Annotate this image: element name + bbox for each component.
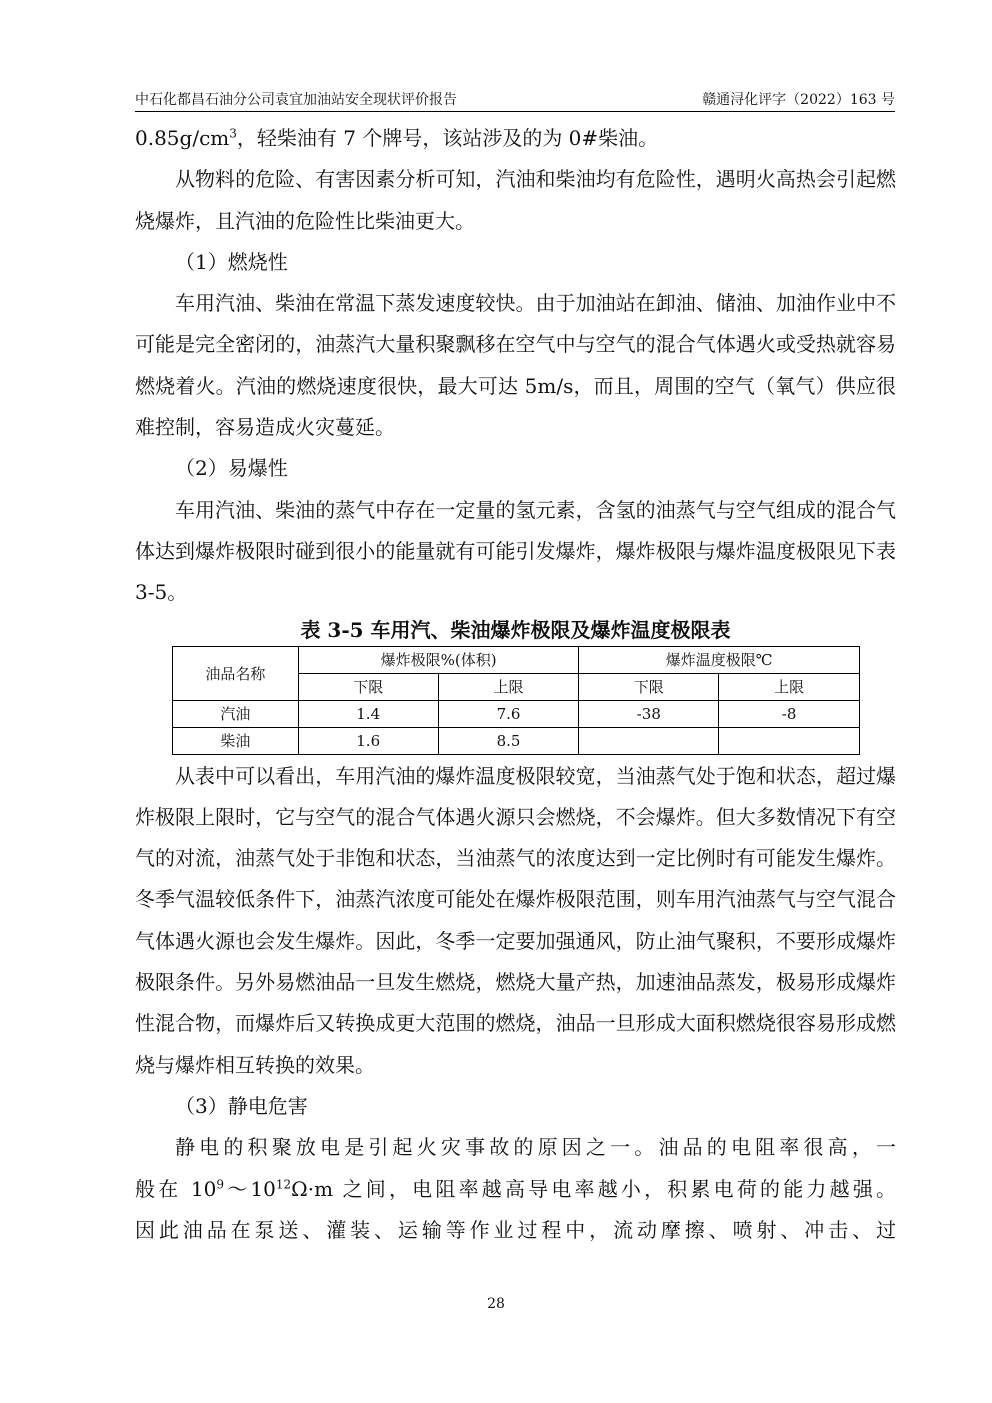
page-body <box>135 118 896 1251</box>
table-cell: 1.4 <box>298 700 438 727</box>
header-doc-number: 赣通浔化评字（2022）163 号 <box>702 92 895 108</box>
header-title: 中石化都昌石油分公司袁宜加油站安全现状评价报告 <box>135 92 457 108</box>
table-header-explosion-limit: 爆炸极限%(体积) <box>298 646 579 673</box>
table-cell: -38 <box>579 700 719 727</box>
table-cell <box>579 727 719 754</box>
page-header <box>135 87 895 112</box>
table-cell: 柴油 <box>173 727 299 754</box>
page-number: 28 <box>487 1296 505 1312</box>
table-row <box>173 700 860 727</box>
table-cell: 汽油 <box>173 700 299 727</box>
table-header-upper: 上限 <box>438 673 579 700</box>
paragraph-density: $0.85g/cm^3$，轻柴油有 7 个牌号，该站涉及的为 0#柴油。 <box>135 126 659 150</box>
paragraph-static-2: 般在 $10^9\sim 10^{12}\Omega\cdot m$ 之间，电阻率越高导电率越小，积累电荷的能力越强。 <box>135 1176 897 1201</box>
table-header-lower: 下限 <box>579 673 719 700</box>
table-header-upper: 上限 <box>719 673 860 700</box>
heading-flammability: （1）燃烧性 <box>175 249 288 274</box>
table-header-name: 油品名称 <box>173 646 299 700</box>
table-cell: -8 <box>719 700 860 727</box>
heading-explosiveness: （2）易爆性 <box>175 456 288 481</box>
heading-static-hazard: （3）静电危害 <box>175 1093 308 1118</box>
paragraph-static-3: 因此油品在泵送、灌装、运输等作业过程中，流动摩擦、喷射、冲击、过 <box>135 1217 896 1242</box>
table-cell: 7.6 <box>438 700 579 727</box>
paragraph-table-analysis: 从表中可以看出，车用汽油的爆炸温度极限较宽，当油蒸气处于饱和状态，超过爆炸极限上限时，它与空气的混合气体遇火源只会燃烧，不会爆炸。但大多数情况下有空气的对流，油蒸气处于非饱和状态，当油蒸气的浓度达到一定比例时有可能发生爆炸。冬季气温较低条件下，油蒸汽浓度可能处在爆炸极限范围，则车用汽油蒸气与空气混合气体遇火源也会发生爆炸。因此，冬季一定要加强通风，防止油气聚积，不要形成爆炸极限条件。另外易燃油品一旦发生燃烧，燃烧大量产热，加速油品蒸发，极易形成爆炸性混合物，而爆炸后又转换成更大范围的燃烧，油品一旦形成大面积燃烧很容易形成燃烧与爆炸相互转换的效果。 <box>135 763 896 1077</box>
table-cell: 8.5 <box>438 727 579 754</box>
table-caption: 表 3-5 车用汽、柴油爆炸极限及爆炸温度极限表 <box>300 617 731 642</box>
explosion-limit-table <box>172 646 860 755</box>
paragraph-hazard-summary: 从物料的危险、有害因素分析可知，汽油和柴油均有危险性，遇明火高热会引起燃烧爆炸，且汽油的危险性比柴油更大。 <box>135 167 896 233</box>
table-header-lower: 下限 <box>298 673 438 700</box>
table-cell: 1.6 <box>298 727 438 754</box>
paragraph-explosiveness: 车用汽油、柴油的蒸气中存在一定量的氢元素，含氢的油蒸气与空气组成的混合气体达到爆炸极限时碰到很小的能量就有可能引发爆炸，爆炸极限与爆炸温度极限见下表 3-5。 <box>135 497 896 605</box>
paragraph-static-1: 静电的积聚放电是引起火灾事故的原因之一。油品的电阻率很高，一 <box>175 1135 896 1160</box>
paragraph-flammability: 车用汽油、柴油在常温下蒸发速度较快。由于加油站在卸油、储油、加油作业中不可能是完全密闭的，油蒸汽大量积聚飘移在空气中与空气的混合气体遇火或受热就容易燃烧着火。汽油的燃烧速度很快，最大可达 5m/s，而且，周围的空气（氧气）供应很难控制，容易造成火灾蔓延。 <box>135 291 896 440</box>
table-row <box>173 727 860 754</box>
table-cell <box>719 727 860 754</box>
table-header-temperature-limit: 爆炸温度极限℃ <box>579 646 860 673</box>
